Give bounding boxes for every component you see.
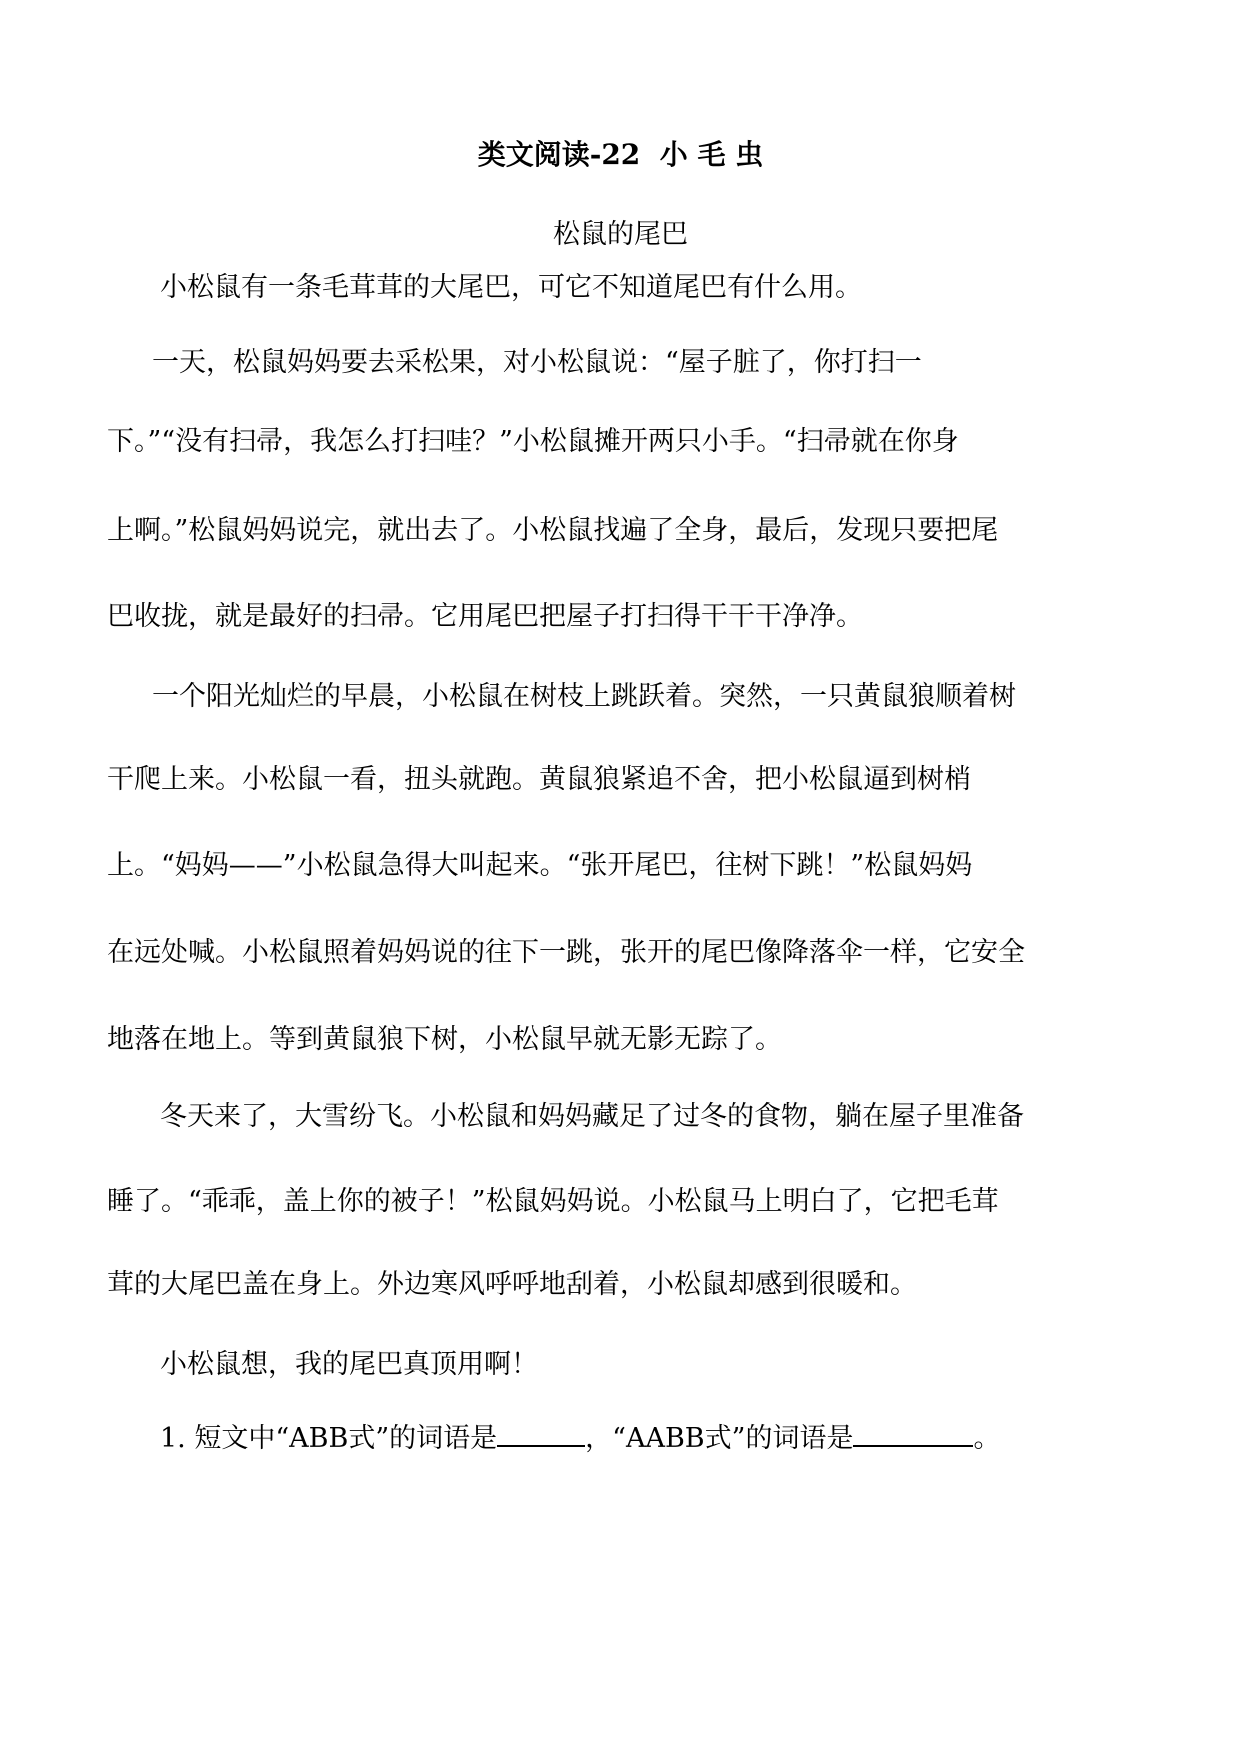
text-line: 冬天来了，大雪纷飞。小松鼠和妈妈藏足了过冬的食物，躺在屋子里准备 — [160, 1101, 1024, 1132]
text-line: 睡了。“乖乖，盖上你的被子！”松鼠妈妈说。小松鼠马上明白了，它把毛茸 — [107, 1186, 999, 1217]
text-line: 在远处喊。小松鼠照着妈妈说的往下一跳，张开的尾巴像降落伞一样，它安全 — [107, 937, 1025, 968]
answer-blank-abb[interactable] — [497, 1419, 585, 1447]
text-line: 一天，松鼠妈妈要去采松果，对小松鼠说：“屋子脏了，你打扫一 — [152, 347, 922, 378]
text-line: 干爬上来。小松鼠一看，扭头就跑。黄鼠狼紧追不舍，把小松鼠逼到树梢 — [107, 764, 971, 795]
text-line: 巴收拢，就是最好的扫帚。它用尾巴把屋子打扫得干干干净净。 — [107, 601, 863, 632]
story-title: 松鼠的尾巴 — [553, 219, 688, 250]
page-title: 类文阅读-22 小 毛 虫 — [477, 138, 764, 171]
text-line: 茸的大尾巴盖在身上。外边寒风呼呼地刮着，小松鼠却感到很暖和。 — [107, 1269, 917, 1300]
text-line: 下。”“没有扫帚，我怎么打扫哇？”小松鼠摊开两只小手。“扫帚就在你身 — [107, 426, 959, 457]
question-1 — [160, 1419, 1000, 1459]
question-text: 短文中“ABB式”的词语是 — [194, 1423, 498, 1454]
text-line: 一个阳光灿烂的早晨，小松鼠在树枝上跳跃着。突然，一只黄鼠狼顺着树 — [152, 681, 1016, 712]
answer-blank-aabb[interactable] — [853, 1419, 973, 1447]
text-line: 小松鼠有一条毛茸茸的大尾巴，可它不知道尾巴有什么用。 — [160, 272, 862, 303]
question-text: 。 — [973, 1423, 1001, 1454]
question-text: ，“AABB式”的词语是 — [585, 1423, 854, 1454]
text-line: 上。“妈妈——”小松鼠急得大叫起来。“张开尾巴，往树下跳！”松鼠妈妈 — [107, 850, 973, 881]
text-line: 小松鼠想，我的尾巴真顶用啊！ — [160, 1349, 538, 1380]
text-line: 地落在地上。等到黄鼠狼下树，小松鼠早就无影无踪了。 — [107, 1024, 782, 1055]
question-number: 1. — [160, 1423, 186, 1454]
text-line: 上啊。”松鼠妈妈说完，就出去了。小松鼠找遍了全身，最后，发现只要把尾 — [107, 515, 999, 546]
